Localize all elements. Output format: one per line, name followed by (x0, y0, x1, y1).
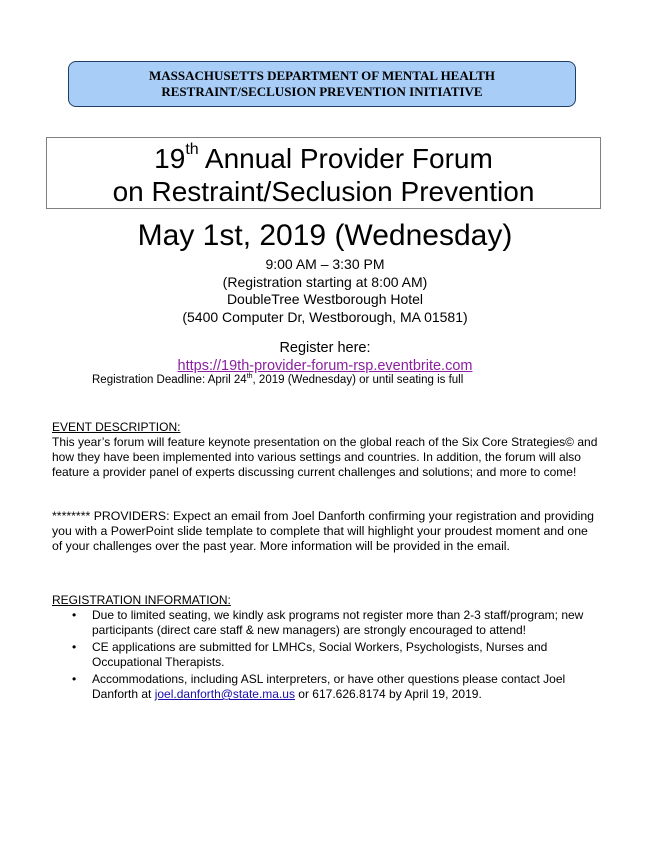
register-label: Register here: (279, 340, 371, 356)
forum-number: 19 (154, 143, 186, 174)
list-item (52, 672, 592, 702)
contact-email-link[interactable]: joel.danforth@state.ma.us (154, 687, 295, 701)
list-item (52, 640, 592, 670)
list-item-text: CE applications are submitted for LMHCs, Social Workers, Psychologists, Nurses and Occupational Therapists. (92, 640, 548, 669)
bullet-icon: • (72, 608, 77, 622)
bullet-icon: • (72, 672, 77, 686)
department-header-banner (68, 61, 576, 107)
forum-number-suffix: th (185, 141, 199, 158)
forum-title-box (46, 137, 601, 209)
initiative-name: RESTRAINT/SECLUSION PREVENTION INITIATIVE (161, 84, 483, 99)
event-details (0, 256, 650, 326)
event-description-heading: EVENT DESCRIPTION: (52, 420, 181, 434)
venue-name: DoubleTree Westborough Hotel (226, 291, 424, 307)
venue-address: (5400 Computer Dr, Westborough, MA 01581) (182, 308, 468, 325)
deadline-prefix: Registration Deadline: April 24 (92, 374, 247, 386)
bullet-icon: • (72, 640, 77, 654)
deadline-rest: , 2019 (Wednesday) or until seating is full (252, 374, 464, 386)
list-item-text: Due to limited seating, we kindly ask programs not register more than 2-3 staff/program; new participants (direct care staff & new managers) are strongly encouraged to attend! (92, 608, 584, 637)
registration-link[interactable]: https://19th-provider-forum-rsp.eventbrite.com (177, 358, 473, 374)
deadline-suffix: th (246, 373, 253, 380)
registration-deadline (92, 372, 463, 388)
event-date: May 1st, 2019 (Wednesday) (137, 219, 513, 252)
department-name: MASSACHUSETTS DEPARTMENT OF MENTAL HEALTH (148, 68, 496, 83)
forum-title-line1 (47, 142, 600, 175)
providers-note: ******** PROVIDERS: Expect an email from Joel Danforth confirming your registration and providing you with a PowerPoint slide template to complete that will highlight your proudest moment and one of your challenges over the past year. More information will be provided in the email. (52, 509, 594, 553)
registration-start: (Registration starting at 8:00 AM) (222, 273, 428, 290)
registration-info-heading: REGISTRATION INFORMATION: (52, 593, 231, 607)
list-item (52, 608, 592, 638)
registration-info-list (52, 608, 592, 704)
forum-title-line2: on Restraint/Seclusion Prevention (112, 176, 535, 207)
event-time: 9:00 AM – 3:30 PM (265, 256, 385, 272)
forum-title-rest: Annual Provider Forum (198, 143, 493, 174)
contact-prefix: Accommodations, including ASL interpreters, or have other questions please contact Joel Danforth at (92, 672, 566, 701)
contact-suffix: or 617.626.8174 by April 19, 2019. (294, 687, 482, 701)
event-description-text: This year’s forum will feature keynote presentation on the global reach of the Six Core Strategies© and how they have been implemented into various settings and countries. In addition, the forum will also feature a provider panel of experts discussing current challenges and solutions; and more to come! (52, 435, 598, 479)
